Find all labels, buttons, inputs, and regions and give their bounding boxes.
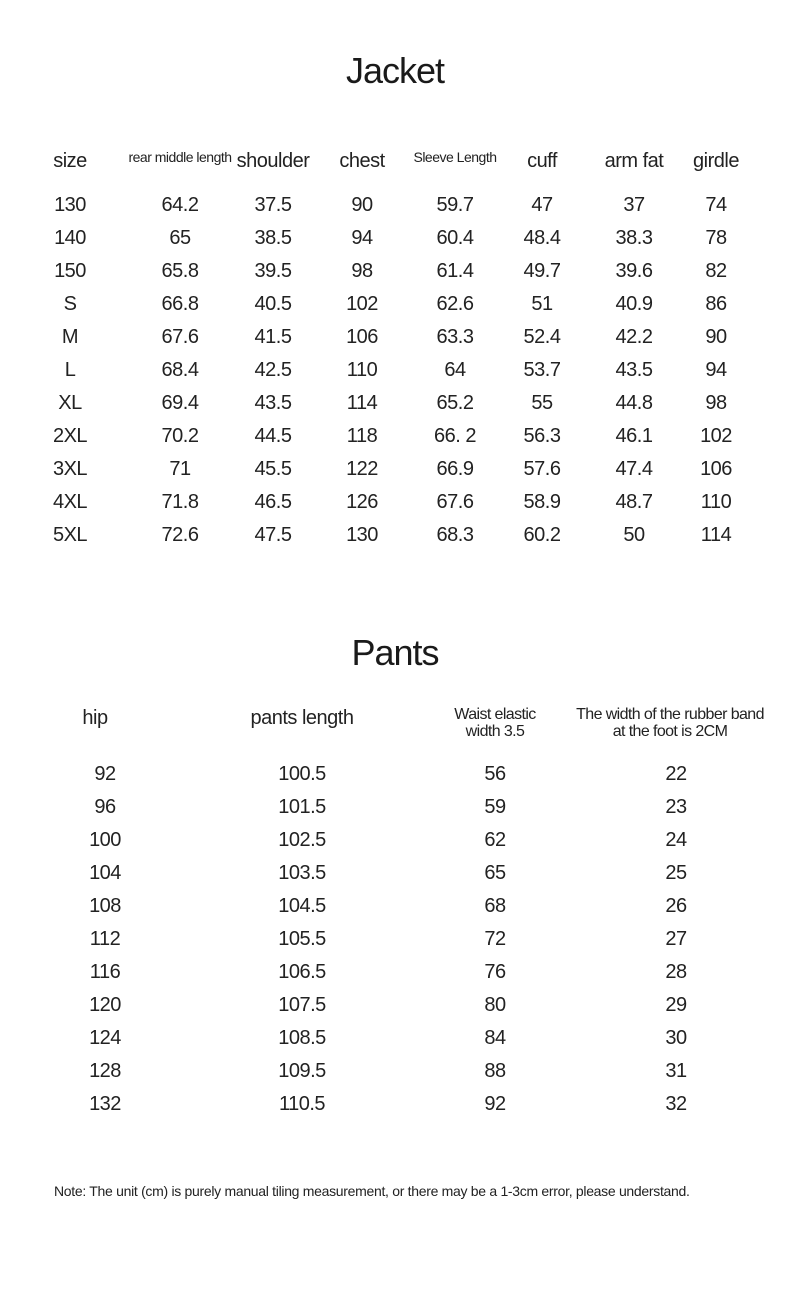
pants-cell: 101.5 — [278, 796, 326, 818]
pants-cell: 80 — [484, 994, 506, 1016]
jacket-cell: 2XL — [52, 425, 88, 447]
jacket-cell: 66.9 — [436, 458, 474, 480]
jacket-cell: 4XL — [52, 491, 88, 513]
pants-cell: 88 — [484, 1060, 506, 1082]
jacket-cell: 48.4 — [523, 227, 561, 249]
pants-cell: 72 — [484, 928, 506, 950]
jacket-cell: 41.5 — [254, 326, 292, 348]
jacket-cell: 68.4 — [161, 359, 199, 381]
jacket-header-3: chest — [339, 150, 385, 172]
jacket-cell: 42.2 — [615, 326, 653, 348]
jacket-cell: 106 — [346, 326, 378, 348]
jacket-cell: 59.7 — [436, 194, 474, 216]
pants-cell: 108.5 — [278, 1027, 326, 1049]
measurement-note: Note: The unit (cm) is purely manual tiling measurement, or there may be a 1-3cm error, please understand. — [54, 1183, 690, 1199]
jacket-cell: 63.3 — [436, 326, 474, 348]
pants-cell: 92 — [484, 1093, 506, 1115]
jacket-cell: 110 — [346, 359, 378, 381]
jacket-cell: 126 — [346, 491, 378, 513]
pants-cell: 112 — [89, 928, 121, 950]
jacket-cell: 130 — [346, 524, 378, 546]
pants-cell: 76 — [484, 961, 506, 983]
jacket-cell: 114 — [700, 524, 732, 546]
jacket-cell: 60.4 — [436, 227, 474, 249]
jacket-title: Jacket — [345, 50, 445, 91]
jacket-cell: 90 — [351, 194, 373, 216]
pants-cell: 65 — [484, 862, 506, 884]
jacket-cell: 50 — [623, 524, 645, 546]
jacket-cell: 46.5 — [254, 491, 292, 513]
jacket-cell: 43.5 — [615, 359, 653, 381]
jacket-cell: 102 — [346, 293, 378, 315]
jacket-cell: 62.6 — [436, 293, 474, 315]
pants-cell: 84 — [484, 1027, 506, 1049]
jacket-cell: 56.3 — [523, 425, 561, 447]
jacket-cell: 118 — [346, 425, 378, 447]
jacket-cell: 74 — [705, 194, 727, 216]
jacket-cell: 40.9 — [615, 293, 653, 315]
pants-cell: 100.5 — [278, 763, 326, 785]
pants-cell: 102.5 — [278, 829, 326, 851]
pants-cell: 23 — [665, 796, 687, 818]
jacket-cell: L — [64, 359, 76, 381]
jacket-cell: 44.8 — [615, 392, 653, 414]
jacket-cell: 140 — [54, 227, 86, 249]
pants-cell: 24 — [665, 829, 687, 851]
jacket-cell: 65.8 — [161, 260, 199, 282]
pants-cell: 22 — [665, 763, 687, 785]
pants-cell: 124 — [89, 1027, 121, 1049]
jacket-cell: 106 — [700, 458, 732, 480]
pants-cell: 104 — [89, 862, 121, 884]
pants-cell: 32 — [665, 1093, 687, 1115]
jacket-cell: 52.4 — [523, 326, 561, 348]
pants-cell: 108 — [89, 895, 121, 917]
jacket-cell: 72.6 — [161, 524, 199, 546]
pants-header-3: The width of the rubber band at the foot is 2CM — [576, 706, 764, 740]
pants-cell: 132 — [89, 1093, 121, 1115]
jacket-cell: S — [63, 293, 77, 315]
pants-cell: 25 — [665, 862, 687, 884]
jacket-cell: 57.6 — [523, 458, 561, 480]
jacket-cell: 58.9 — [523, 491, 561, 513]
jacket-cell: 40.5 — [254, 293, 292, 315]
pants-cell: 92 — [94, 763, 116, 785]
jacket-cell: 122 — [346, 458, 378, 480]
jacket-cell: 70.2 — [161, 425, 199, 447]
jacket-cell: 3XL — [52, 458, 88, 480]
pants-cell: 28 — [665, 961, 687, 983]
jacket-cell: 67.6 — [161, 326, 199, 348]
pants-cell: 103.5 — [278, 862, 326, 884]
jacket-cell: 38.5 — [254, 227, 292, 249]
pants-cell: 106.5 — [278, 961, 326, 983]
pants-cell: 26 — [665, 895, 687, 917]
jacket-cell: 47.5 — [254, 524, 292, 546]
jacket-cell: 64 — [444, 359, 466, 381]
jacket-cell: 114 — [346, 392, 378, 414]
jacket-cell: M — [61, 326, 79, 348]
jacket-cell: 55 — [531, 392, 553, 414]
jacket-cell: 66. 2 — [434, 425, 476, 447]
jacket-cell: 53.7 — [523, 359, 561, 381]
jacket-cell: 90 — [705, 326, 727, 348]
jacket-cell: 5XL — [52, 524, 88, 546]
jacket-cell: 61.4 — [436, 260, 474, 282]
pants-cell: 31 — [665, 1060, 687, 1082]
jacket-cell: 45.5 — [254, 458, 292, 480]
jacket-cell: 94 — [705, 359, 727, 381]
jacket-cell: 37 — [623, 194, 645, 216]
jacket-cell: 39.5 — [254, 260, 292, 282]
jacket-header-6: arm fat — [604, 150, 664, 172]
jacket-cell: 150 — [54, 260, 86, 282]
jacket-header-1: rear middle length — [128, 149, 232, 165]
jacket-cell: 43.5 — [254, 392, 292, 414]
jacket-header-7: girdle — [693, 150, 739, 172]
jacket-cell: 94 — [351, 227, 373, 249]
pants-title: Pants — [351, 632, 439, 673]
pants-header-0: hip — [82, 707, 108, 729]
jacket-cell: 69.4 — [161, 392, 199, 414]
jacket-cell: 39.6 — [615, 260, 653, 282]
pants-header-1: pants length — [250, 707, 354, 729]
jacket-cell: 71 — [169, 458, 191, 480]
jacket-header-5: cuff — [527, 150, 557, 172]
pants-cell: 104.5 — [278, 895, 326, 917]
jacket-cell: XL — [58, 392, 82, 414]
jacket-cell: 67.6 — [436, 491, 474, 513]
pants-cell: 116 — [89, 961, 121, 983]
jacket-cell: 47.4 — [615, 458, 653, 480]
jacket-cell: 86 — [705, 293, 727, 315]
pants-cell: 30 — [665, 1027, 687, 1049]
jacket-cell: 64.2 — [161, 194, 199, 216]
pants-cell: 96 — [94, 796, 116, 818]
jacket-cell: 65.2 — [436, 392, 474, 414]
pants-cell: 105.5 — [278, 928, 326, 950]
jacket-header-2: shoulder — [236, 150, 310, 172]
pants-cell: 29 — [665, 994, 687, 1016]
jacket-cell: 37.5 — [254, 194, 292, 216]
jacket-cell: 44.5 — [254, 425, 292, 447]
jacket-cell: 65 — [169, 227, 191, 249]
jacket-cell: 78 — [705, 227, 727, 249]
jacket-cell: 38.3 — [615, 227, 653, 249]
jacket-cell: 46.1 — [615, 425, 653, 447]
pants-cell: 56 — [484, 763, 506, 785]
pants-cell: 27 — [665, 928, 687, 950]
jacket-cell: 48.7 — [615, 491, 653, 513]
jacket-cell: 42.5 — [254, 359, 292, 381]
jacket-cell: 60.2 — [523, 524, 561, 546]
jacket-cell: 110 — [700, 491, 732, 513]
pants-cell: 109.5 — [278, 1060, 326, 1082]
pants-cell: 110.5 — [278, 1093, 326, 1115]
jacket-cell: 68.3 — [436, 524, 474, 546]
jacket-cell: 71.8 — [161, 491, 199, 513]
pants-header-2: Waist elastic width 3.5 — [454, 706, 536, 740]
pants-cell: 62 — [484, 829, 506, 851]
pants-cell: 128 — [89, 1060, 121, 1082]
jacket-cell: 98 — [705, 392, 727, 414]
jacket-cell: 66.8 — [161, 293, 199, 315]
jacket-cell: 82 — [705, 260, 727, 282]
jacket-cell: 102 — [700, 425, 732, 447]
pants-cell: 59 — [484, 796, 506, 818]
jacket-cell: 51 — [531, 293, 553, 315]
jacket-cell: 98 — [351, 260, 373, 282]
pants-cell: 100 — [89, 829, 121, 851]
jacket-cell: 49.7 — [523, 260, 561, 282]
jacket-header-0: size — [53, 150, 87, 172]
pants-cell: 120 — [89, 994, 121, 1016]
jacket-header-4: Sleeve Length — [413, 149, 497, 165]
jacket-cell: 47 — [531, 194, 553, 216]
pants-cell: 107.5 — [278, 994, 326, 1016]
pants-cell: 68 — [484, 895, 506, 917]
jacket-cell: 130 — [54, 194, 86, 216]
